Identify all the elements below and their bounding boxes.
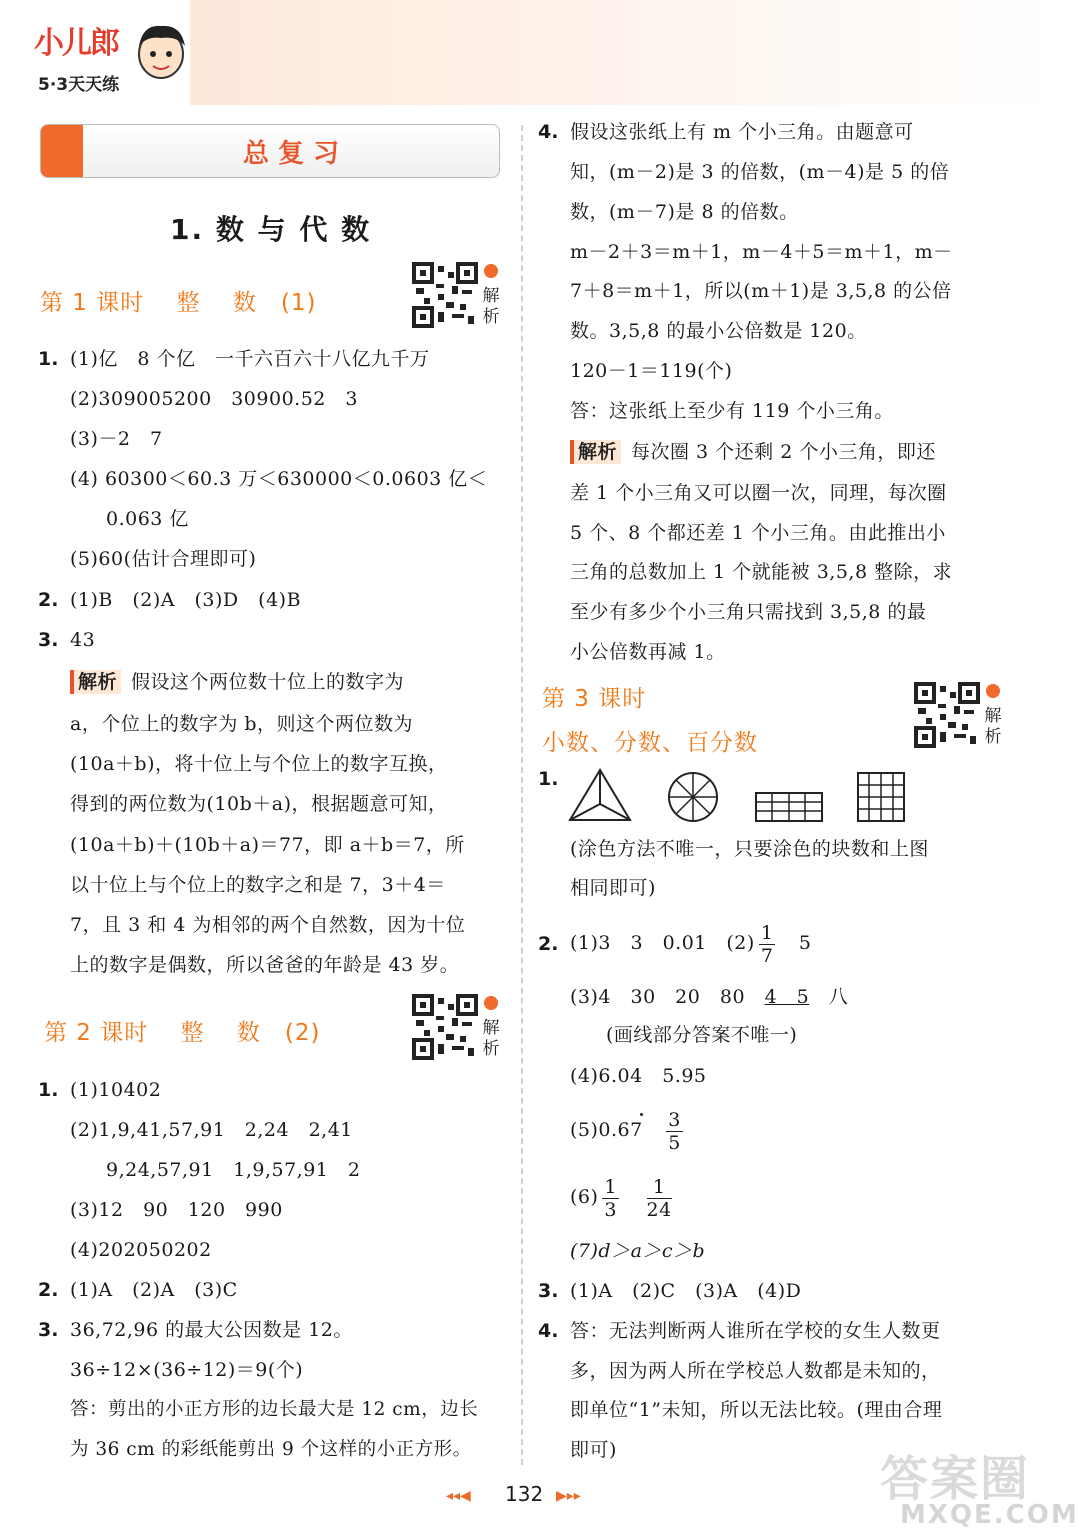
question-number: 2. bbox=[538, 933, 559, 955]
qr-label-1: 解 bbox=[984, 706, 1002, 726]
answer-line: (5)0.67 $\frac{3}{5}$ bbox=[570, 1108, 681, 1154]
analysis-line: 解析 假设这个两位数十位上的数字为 bbox=[70, 669, 404, 695]
answer-line: (画线部分答案不唯一) bbox=[606, 1024, 798, 1046]
answer-line: 即可) bbox=[570, 1439, 617, 1461]
question-number: 1. bbox=[538, 768, 559, 790]
analysis-line: 得到的两位数为(10b＋a)，根据题意可知， bbox=[70, 793, 448, 815]
analysis-line: 7，且 3 和 4 为相邻的两个自然数，因为十位 bbox=[70, 914, 466, 936]
brand-name: 小儿郎 bbox=[34, 26, 118, 61]
lesson-3-title: 第 3 课时 bbox=[542, 686, 647, 712]
answer-line: 为 36 cm 的彩纸能剪出 9 个这样的小正方形。 bbox=[70, 1439, 472, 1460]
answer-line: 120－1＝119(个) bbox=[570, 360, 733, 382]
lesson-1-title: 第 1 课时 整 数 (1) bbox=[40, 290, 317, 316]
question-number: 2. bbox=[38, 589, 59, 611]
analysis-line: 上的数字是偶数，所以爸爸的年龄是 43 岁。 bbox=[70, 954, 460, 976]
answer-line: (7)d＞a＞c＞b bbox=[570, 1240, 706, 1262]
qr-label-1: 解 bbox=[482, 1018, 500, 1038]
banner-title: 总 复 习 bbox=[242, 139, 340, 169]
answer-line: 36,72,96 的最大公因数是 12。 bbox=[70, 1319, 353, 1341]
qr-label-2: 析 bbox=[482, 1039, 500, 1059]
answer-line: (1)A (2)A (3)C bbox=[70, 1279, 238, 1301]
prev-arrows-icon: ◂◂◀ bbox=[446, 1488, 471, 1504]
qr-label-1: 解 bbox=[482, 286, 500, 306]
analysis-line: 三角的总数加上 1 个就能被 3,5,8 整除，求 bbox=[570, 561, 953, 583]
brand-series: 5·3天天练 bbox=[38, 75, 120, 95]
watermark-bottom: MXQE.COM bbox=[900, 1500, 1079, 1530]
answer-line: (4) 60300＜60.3 万＜630000＜0.0603 亿＜ bbox=[70, 468, 488, 490]
answer-line: (4)6.04 5.95 bbox=[570, 1065, 707, 1087]
mascot-icon bbox=[133, 20, 189, 92]
watermark-top: 答案圈 bbox=[880, 1451, 1031, 1507]
qr-code-icon[interactable] bbox=[412, 994, 478, 1060]
question-number: 4. bbox=[538, 121, 559, 143]
answer-line: (3)－2 7 bbox=[70, 428, 163, 450]
answer-line: 假设这张纸上有 m 个小三角。由题意可 bbox=[570, 121, 914, 143]
fraction: $\frac{1}{7}$ bbox=[760, 921, 774, 967]
answer-line: (3)4 30 20 80 4 5 八 bbox=[570, 986, 849, 1008]
repeating-dot bbox=[640, 1113, 643, 1116]
column-divider bbox=[521, 125, 523, 1465]
analysis-tag: 解析 bbox=[570, 440, 621, 464]
answer-line: 数。3,5,8 的最小公倍数是 120。 bbox=[570, 320, 867, 342]
answer-line: m－2＋3＝m＋1，m－4＋5＝m＋1，m－ bbox=[570, 241, 953, 263]
answer-line: 0.063 亿 bbox=[106, 508, 189, 530]
play-icon bbox=[986, 684, 1000, 698]
answer-line: (6) $\frac{1}{3}$ $\frac{1}{24}$ bbox=[570, 1175, 672, 1221]
answer-line: (1)A (2)C (3)A (4)D bbox=[570, 1280, 802, 1302]
answer-line: (4)202050202 bbox=[70, 1239, 212, 1261]
answer-line: (1)亿 8 个亿 一千六百六十八亿九千万 bbox=[70, 348, 430, 370]
answer-line: 即单位“1”未知，所以无法比较。(理由合理 bbox=[570, 1399, 943, 1421]
triangle-figure bbox=[568, 768, 632, 824]
analysis-line: 差 1 个小三角又可以圈一次，同理，每次圈 bbox=[570, 482, 947, 504]
fraction: $\frac{3}{5}$ bbox=[668, 1108, 681, 1154]
page-number: 132 bbox=[505, 1482, 544, 1506]
answer-line: (2)309005200 30900.52 3 bbox=[70, 388, 358, 410]
fraction: $\frac{1}{3}$ bbox=[604, 1175, 618, 1221]
answer-line: 36÷12×(36÷12)＝9(个) bbox=[70, 1359, 304, 1381]
question-number: 3. bbox=[38, 1319, 59, 1341]
review-banner bbox=[40, 124, 500, 178]
analysis-line: 5 个、8 个都还差 1 个小三角。由此推出小 bbox=[570, 522, 946, 544]
analysis-line: 解析 每次圈 3 个还剩 2 个小三角，即还 bbox=[570, 439, 936, 465]
answer-line: 答：无法判断两人谁所在学校的女生人数更 bbox=[570, 1320, 941, 1342]
next-arrows-icon: ▶▸▸ bbox=[556, 1488, 581, 1504]
analysis-line: 以十位上与个位上的数字之和是 7，3＋4＝ bbox=[70, 874, 446, 896]
qr-label-2: 析 bbox=[984, 727, 1002, 747]
answer-line: 7＋8＝m＋1，所以(m＋1)是 3,5,8 的公倍 bbox=[570, 280, 952, 302]
answer-line: 知，(m－2)是 3 的倍数，(m－4)是 5 的倍 bbox=[570, 161, 950, 183]
answer-line: 答：剪出的小正方形的边长最大是 12 cm，边长 bbox=[70, 1399, 479, 1420]
play-icon bbox=[484, 996, 498, 1010]
analysis-tag: 解析 bbox=[70, 670, 121, 694]
rectangle-figure bbox=[755, 792, 823, 822]
lesson-3-subtitle: 小数、分数、百分数 bbox=[542, 730, 758, 756]
brand-logo bbox=[18, 18, 188, 98]
header-gradient bbox=[190, 0, 1055, 105]
lesson-2-title: 第 2 课时 整 数 (2) bbox=[44, 1020, 321, 1046]
answer-line: (1)10402 bbox=[70, 1079, 162, 1101]
answer-line: (1)B (2)A (3)D (4)B bbox=[70, 589, 302, 611]
qr-label-2: 析 bbox=[482, 307, 500, 327]
question-number: 4. bbox=[538, 1320, 559, 1342]
analysis-line: 至少有多少个小三角只需找到 3,5,8 的最 bbox=[570, 601, 927, 623]
qr-code-icon[interactable] bbox=[914, 682, 980, 748]
answer-line: (1)3 3 0.01 (2) $\frac{1}{7}$ 5 bbox=[570, 921, 812, 967]
question-number: 2. bbox=[38, 1279, 59, 1301]
answer-line: (5)60(估计合理即可) bbox=[70, 548, 257, 570]
question-number: 1. bbox=[38, 1079, 59, 1101]
play-icon bbox=[484, 264, 498, 278]
answer-note: (涂色方法不唯一，只要涂色的块数和上图 bbox=[570, 838, 929, 860]
answer-note: 相同即可) bbox=[570, 877, 656, 899]
question-number: 3. bbox=[38, 629, 59, 651]
analysis-line: a，个位上的数字为 b，则这个两位数为 bbox=[70, 713, 414, 735]
answer-line: 数，(m－7)是 8 的倍数。 bbox=[570, 201, 799, 223]
circle-figure bbox=[666, 770, 720, 824]
analysis-line: (10a＋b)，将十位上与个位上的数字互换， bbox=[70, 753, 448, 775]
grid-figure bbox=[857, 772, 905, 822]
answer-line: 43 bbox=[70, 629, 96, 651]
answer-line: 多，因为两人所在学校总人数都是未知的， bbox=[570, 1360, 941, 1382]
answer-line: 9,24,57,91 1,9,57,91 2 bbox=[106, 1159, 361, 1181]
answer-line: (3)12 90 120 990 bbox=[70, 1199, 283, 1221]
section-title: 1. 数 与 代 数 bbox=[170, 213, 372, 246]
analysis-line: (10a＋b)＋(10b＋a)＝77，即 a＋b＝7，所 bbox=[70, 834, 465, 856]
qr-code-icon[interactable] bbox=[412, 262, 478, 328]
question-number: 1. bbox=[38, 348, 59, 370]
analysis-line: 小公倍数再减 1。 bbox=[570, 641, 726, 663]
question-number: 3. bbox=[538, 1280, 559, 1302]
answer-line: (2)1,9,41,57,91 2,24 2,41 bbox=[70, 1119, 353, 1141]
answer-line: 答：这张纸上至少有 119 个小三角。 bbox=[570, 400, 894, 422]
fraction: $\frac{1}{24}$ bbox=[646, 1175, 672, 1221]
